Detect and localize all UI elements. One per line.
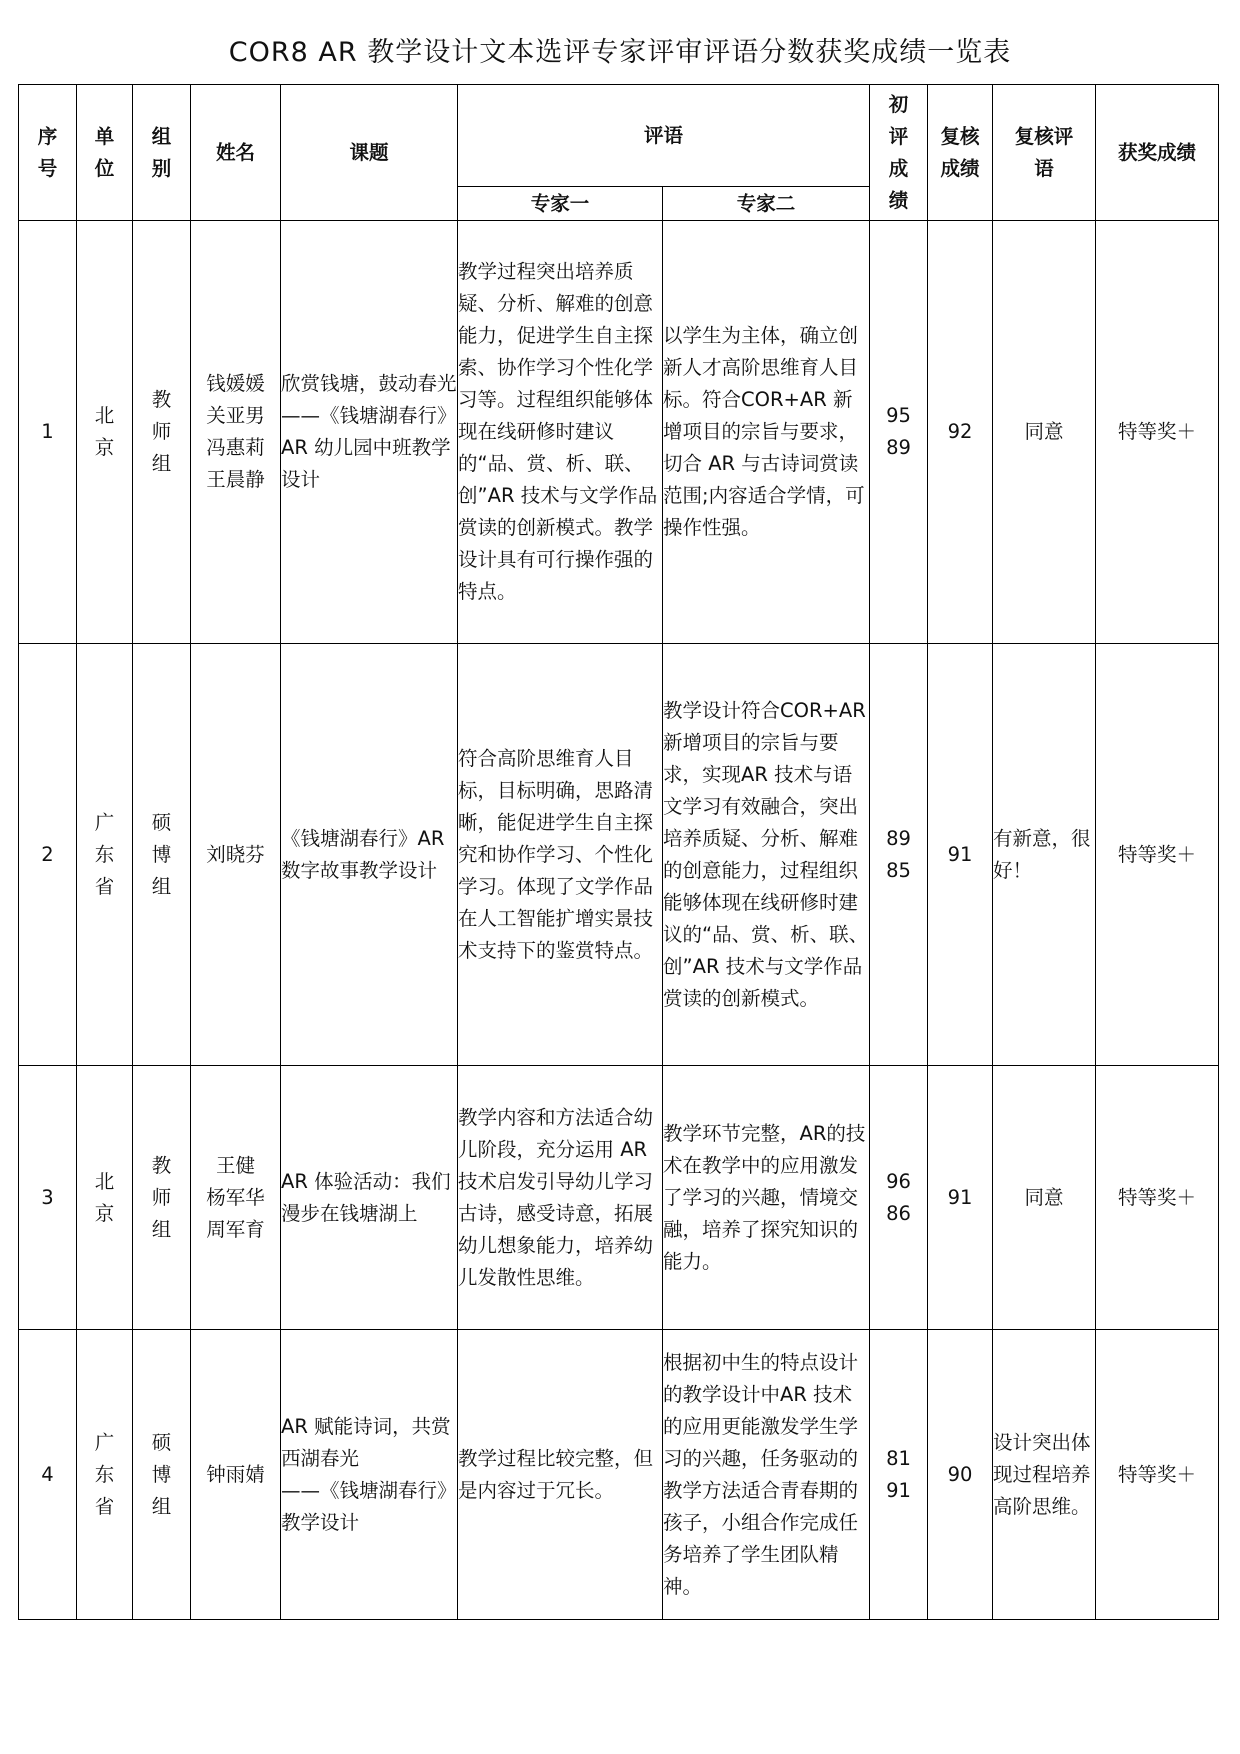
cell-recheck-comment: 同意 — [993, 1066, 1096, 1330]
table-row — [19, 221, 1219, 644]
table-row — [19, 1330, 1219, 1620]
cell-expert1: 教学内容和方法适合幼儿阶段，充分运用 AR 技术启发引导幼儿学习古诗，感受诗意，拓展幼儿想象能力，培养幼儿发散性思维。 — [458, 1066, 663, 1330]
header-comments: 评语 — [458, 85, 870, 187]
cell-unit: 北京 — [77, 221, 133, 644]
cell-expert2: 根据初中生的特点设计的教学设计中AR 技术的应用更能激发学生学习的兴趣，任务驱动的教学方法适合青春期的孩子，小组合作完成任务培养了学生团队精神。 — [663, 1330, 870, 1620]
header-recheck: 复核成绩 — [928, 85, 993, 221]
header-expert2: 专家二 — [663, 187, 870, 221]
cell-group: 硕博组 — [133, 644, 191, 1066]
header-topic: 课题 — [281, 85, 458, 221]
cell-expert1: 教学过程比较完整，但是内容过于冗长。 — [458, 1330, 663, 1620]
cell-name: 钟雨婧 — [191, 1330, 281, 1620]
cell-recheck: 90 — [928, 1330, 993, 1620]
cell-initial: 81 91 — [870, 1330, 928, 1620]
table-row — [19, 1066, 1219, 1330]
cell-award: 特等奖＋ — [1096, 1330, 1219, 1620]
cell-topic: AR 体验活动：我们漫步在钱塘湖上 — [281, 1066, 458, 1330]
cell-initial: 96 86 — [870, 1066, 928, 1330]
cell-name: 王健 杨军华 周军育 — [191, 1066, 281, 1330]
cell-seq: 4 — [19, 1330, 77, 1620]
header-award: 获奖成绩 — [1096, 85, 1219, 221]
cell-award: 特等奖＋ — [1096, 644, 1219, 1066]
header-recheck-comment: 复核评语 — [993, 85, 1096, 221]
cell-group: 硕博组 — [133, 1330, 191, 1620]
cell-unit: 广东省 — [77, 1330, 133, 1620]
cell-topic: 欣赏钱塘，鼓动春光 ——《钱塘湖春行》AR 幼儿园中班教学设计 — [281, 221, 458, 644]
header-seq: 序号 — [19, 85, 77, 221]
header-initial: 初评成绩 — [870, 85, 928, 221]
cell-group: 教师组 — [133, 1066, 191, 1330]
cell-expert1: 教学过程突出培养质疑、分析、解难的创意能力，促进学生自主探索、协作学习个性化学习等。过程组织能够体现在线研修时建议的“品、赏、析、联、创”AR 技术与文学作品赏读的创新模式。教学设计具有可行操作强的特点。 — [458, 221, 663, 644]
cell-initial: 95 89 — [870, 221, 928, 644]
cell-expert2: 以学生为主体，确立创新人才高阶思维育人目标。符合COR+AR 新增项目的宗旨与要求， 切合 AR 与古诗词赏读范围;内容适合学情，可操作性强。 — [663, 221, 870, 644]
cell-topic: 《钱塘湖春行》AR 数字故事教学设计 — [281, 644, 458, 1066]
cell-unit: 广东省 — [77, 644, 133, 1066]
cell-seq: 2 — [19, 644, 77, 1066]
cell-expert1: 符合高阶思维育人目标，目标明确，思路清晰，能促进学生自主探究和协作学习、个性化学习。体现了文学作品在人工智能扩增实景技术支持下的鉴赏特点。 — [458, 644, 663, 1066]
cell-seq: 3 — [19, 1066, 77, 1330]
cell-award: 特等奖＋ — [1096, 1066, 1219, 1330]
cell-recheck: 92 — [928, 221, 993, 644]
cell-recheck-comment: 设计突出体现过程培养高阶思维。 — [993, 1330, 1096, 1620]
results-table — [18, 84, 1219, 1620]
table-row — [19, 644, 1219, 1066]
cell-expert2: 教学设计符合COR+AR 新增项目的宗旨与要求，实现AR 技术与语文学习有效融合，突出培养质疑、分析、解难的创意能力，过程组织能够体现在线研修时建议的“品、赏、析、联、创”AR 技术与文学作品赏读的创新模式。 — [663, 644, 870, 1066]
cell-award: 特等奖＋ — [1096, 221, 1219, 644]
cell-unit: 北京 — [77, 1066, 133, 1330]
header-group: 组别 — [133, 85, 191, 221]
cell-expert2: 教学环节完整，AR的技术在教学中的应用激发了学习的兴趣，情境交融，培养了探究知识的能力。 — [663, 1066, 870, 1330]
cell-seq: 1 — [19, 221, 77, 644]
cell-name: 刘晓芬 — [191, 644, 281, 1066]
header-name: 姓名 — [191, 85, 281, 221]
cell-recheck: 91 — [928, 1066, 993, 1330]
cell-topic: AR 赋能诗词，共赏西湖春光 ——《钱塘湖春行》教学设计 — [281, 1330, 458, 1620]
cell-group: 教师组 — [133, 221, 191, 644]
cell-recheck: 91 — [928, 644, 993, 1066]
header-expert1: 专家一 — [458, 187, 663, 221]
cell-recheck-comment: 有新意，很好！ — [993, 644, 1096, 1066]
header-unit: 单位 — [77, 85, 133, 221]
cell-name: 钱媛媛 关亚男 冯惠莉 王晨静 — [191, 221, 281, 644]
cell-recheck-comment: 同意 — [993, 221, 1096, 644]
page-title: COR8 AR 教学设计文本选评专家评审评语分数获奖成绩一览表 — [228, 37, 1012, 68]
cell-initial: 89 85 — [870, 644, 928, 1066]
